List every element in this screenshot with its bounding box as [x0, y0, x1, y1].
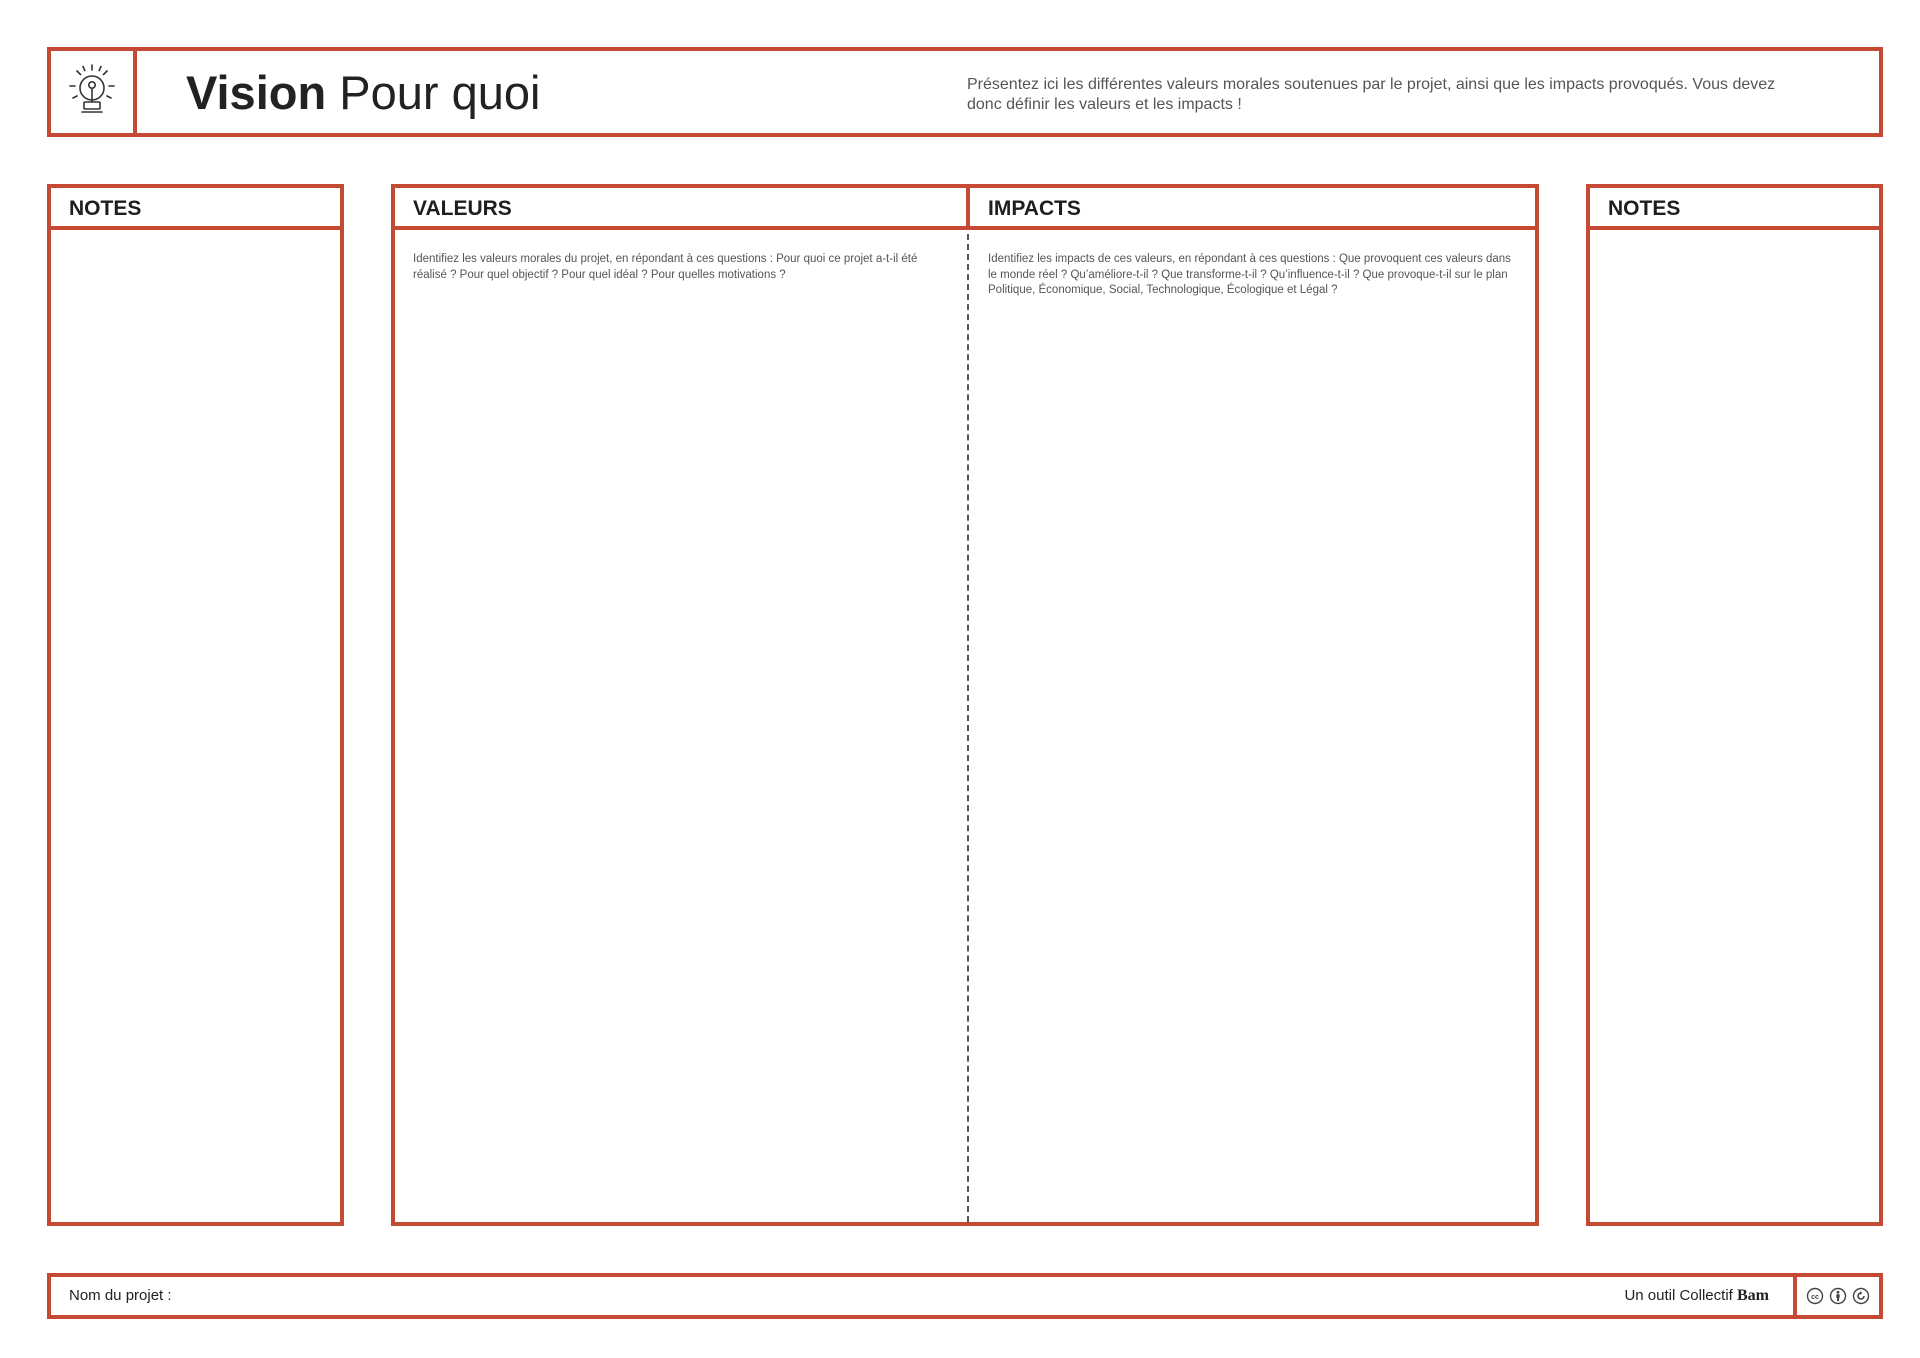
valeurs-hint: Identifiez les valeurs morales du projet, en répondant à ces questions : Pour quoi ce projet a-t-il été réalisé ? Pour quel objectif ? Pour quel idéal ? Pour quelles motivations ? — [413, 253, 918, 281]
notes-left-heading: NOTES — [51, 188, 340, 230]
credit-brand: Bam — [1737, 1287, 1769, 1304]
sa-icon — [1852, 1287, 1870, 1305]
cc-icon — [1806, 1287, 1824, 1305]
lightbulb-icon — [62, 61, 122, 123]
canvas-footer — [47, 1273, 1883, 1319]
svg-text:cc: cc — [1811, 1293, 1819, 1301]
page-description: Présentez ici les différentes valeurs morales soutenues par le projet, ainsi que les impacts provoqués. Vous devez donc définir les valeurs et les impacts ! — [967, 76, 1776, 113]
valeurs-area[interactable] — [395, 234, 965, 1222]
notes-right-heading: NOTES — [1590, 188, 1879, 230]
impacts-area[interactable] — [971, 234, 1535, 1222]
page-title-regular: Pour quoi — [339, 66, 541, 119]
column-divider-dashed — [967, 234, 969, 1222]
license-cell — [1793, 1277, 1879, 1315]
canvas-header — [47, 47, 1883, 137]
valeurs-heading: VALEURS — [413, 197, 512, 220]
values-impacts-head — [395, 188, 1535, 230]
values-impacts-panel — [391, 184, 1539, 1226]
impacts-heading: IMPACTS — [988, 197, 1081, 220]
impacts-hint: Identifiez les impacts de ces valeurs, en répondant à ces questions : Que provoquent ces valeurs dans le monde réel ? Qu’améliore-t-il ? Que transforme-t-il ? Qu’influence-t-il ? Que provoque-t-il sur le plan Politique, Économique, Social, Technologique, Écologique et Légal ? — [988, 253, 1511, 296]
page-title — [186, 66, 541, 119]
notes-panel-right[interactable] — [1586, 184, 1883, 1226]
notes-panel-left[interactable] — [47, 184, 344, 1226]
by-icon — [1829, 1287, 1847, 1305]
project-name-label: Nom du projet : — [69, 1287, 172, 1304]
credit-line — [1624, 1277, 1769, 1315]
credit-prefix: Un outil Collectif — [1624, 1287, 1733, 1304]
header-icon-cell — [51, 51, 137, 133]
page-title-bold: Vision — [186, 66, 327, 119]
head-divider — [966, 188, 970, 230]
